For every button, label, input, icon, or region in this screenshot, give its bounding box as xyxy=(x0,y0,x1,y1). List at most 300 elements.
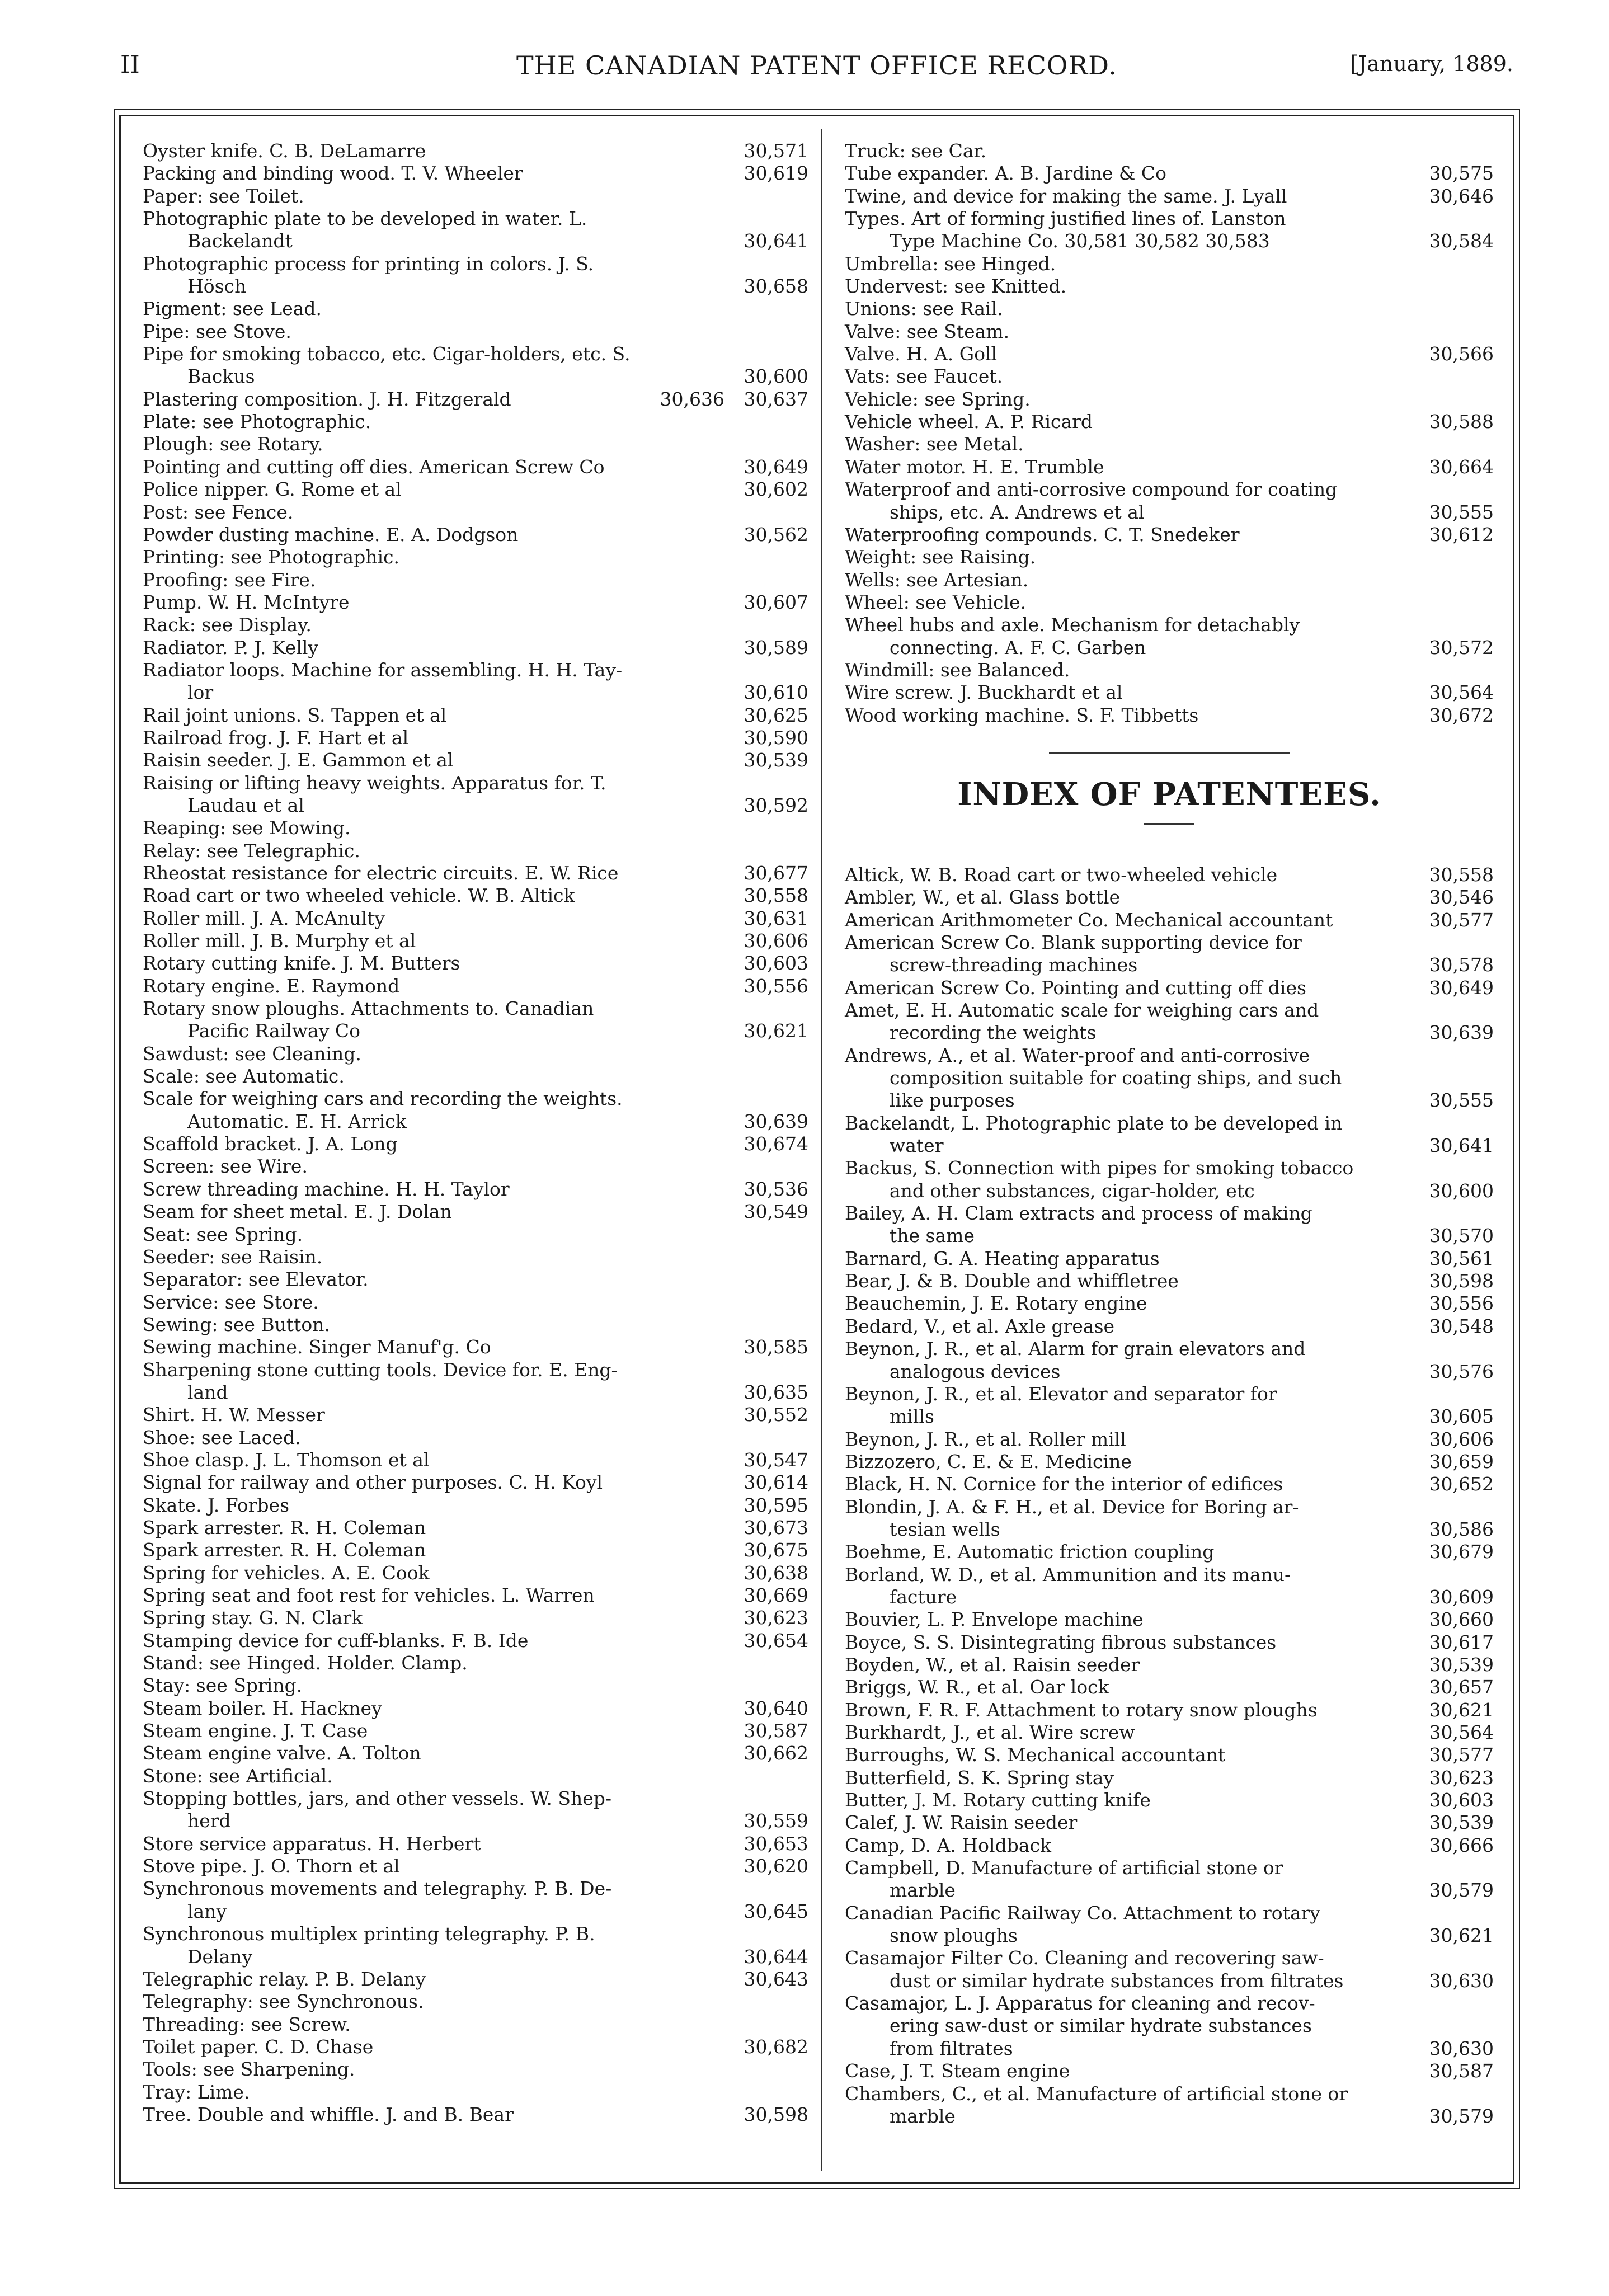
entry-text: Butterfield, S. K. Spring stay xyxy=(845,1766,1114,1789)
entry-text: Pipe: see Stove. xyxy=(143,320,291,342)
index-entry xyxy=(845,1338,1494,1383)
patent-number: 30,619 xyxy=(744,162,808,185)
index-entry xyxy=(845,1857,1494,1902)
page-header xyxy=(120,50,1513,84)
index-entry xyxy=(143,2081,808,2104)
entry-continuation: composition suitable for coating ships, and such xyxy=(890,1067,1342,1089)
index-entry xyxy=(143,998,808,1043)
index-entry xyxy=(845,433,1494,455)
index-entry xyxy=(845,162,1494,185)
index-entry xyxy=(143,930,808,952)
patent-number: 30,555 xyxy=(1429,501,1494,523)
index-entry xyxy=(845,1383,1494,1428)
patent-number: 30,657 xyxy=(1429,1676,1494,1699)
index-entry xyxy=(845,1947,1494,1992)
entry-text: Stamping device for cuff-blanks. F. B. Ide xyxy=(143,1629,529,1652)
index-entry xyxy=(845,864,1494,886)
entry-text: American Screw Co. Blank supporting device for xyxy=(845,931,1302,953)
entry-text: Umbrella: see Hinged. xyxy=(845,252,1056,275)
index-entry xyxy=(143,185,808,208)
entry-text: Spark arrester. R. H. Coleman xyxy=(143,1516,426,1538)
index-entry xyxy=(143,1178,808,1201)
entry-text: Pump. W. H. McIntyre xyxy=(143,591,350,613)
entry-text: Synchronous multiplex printing telegraphy. P. B. xyxy=(143,1923,595,1945)
patent-number: 30,625 xyxy=(744,704,808,726)
index-entry xyxy=(143,1043,808,1065)
index-entry xyxy=(845,1992,1494,2060)
index-entry xyxy=(143,907,808,930)
patent-number: 30,603 xyxy=(744,952,808,975)
entry-continuation: lor xyxy=(187,681,214,704)
patent-number: 30,577 xyxy=(1429,909,1494,931)
patent-number: 30,587 xyxy=(1429,2060,1494,2082)
entry-text: Types. Art of forming justified lines of. Lanston xyxy=(845,208,1286,230)
patent-number: 30,673 xyxy=(744,1516,808,1538)
entry-continuation: mills xyxy=(890,1405,934,1428)
entry-text: Sawdust: see Cleaning. xyxy=(143,1042,361,1065)
index-entry xyxy=(143,1291,808,1314)
patent-number: 30,579 xyxy=(1429,2105,1494,2127)
index-entry xyxy=(845,1112,1494,1158)
index-entry xyxy=(143,1471,808,1494)
patent-number: 30,606 xyxy=(1429,1428,1494,1450)
index-entry xyxy=(845,1631,1494,1654)
index-entry xyxy=(143,772,808,817)
entry-text: Wire screw. J. Buckhardt et al xyxy=(845,681,1123,704)
index-entry xyxy=(143,1742,808,1765)
patent-number: 30,590 xyxy=(744,726,808,749)
index-entry xyxy=(143,1404,808,1426)
index-entry xyxy=(143,2036,808,2058)
index-entry xyxy=(143,478,808,501)
index-entry xyxy=(143,208,808,253)
entry-continuation: tesian wells xyxy=(890,1518,1000,1540)
patent-number: 30,617 xyxy=(1429,1631,1494,1653)
patent-number: 30,548 xyxy=(1429,1315,1494,1337)
index-entry xyxy=(143,1991,808,2013)
entry-text: Tray: Lime. xyxy=(143,2081,250,2103)
index-entry xyxy=(143,614,808,636)
patentee-index xyxy=(845,864,1494,2128)
index-entry xyxy=(143,727,808,749)
entry-text: American Arithmometer Co. Mechanical accountant xyxy=(845,909,1333,931)
patent-number: 30,546 xyxy=(1429,886,1494,909)
patent-number: 30,621 xyxy=(1429,1925,1494,1947)
entry-continuation: water xyxy=(890,1135,944,1157)
subject-index-continued xyxy=(845,140,1494,727)
index-entry xyxy=(143,253,808,298)
entry-continuation: recording the weights xyxy=(890,1022,1097,1044)
entry-text: Bedard, V., et al. Axle grease xyxy=(845,1315,1115,1337)
entry-text: Spring seat and foot rest for vehicles. L. Warren xyxy=(143,1584,595,1606)
entry-text: Post: see Fence. xyxy=(143,501,294,523)
entry-text: Boyden, W., et al. Raisin seeder xyxy=(845,1653,1140,1676)
entry-text: Photographic process for printing in colors. J. S. xyxy=(143,252,594,275)
index-entry xyxy=(143,1427,808,1449)
entry-text: Camp, D. A. Holdback xyxy=(845,1834,1051,1856)
patent-number: 30,578 xyxy=(1429,954,1494,976)
index-entry xyxy=(845,1789,1494,1812)
index-entry xyxy=(845,1654,1494,1676)
patent-number: 30,639 xyxy=(744,1110,808,1132)
entry-text: Bear, J. & B. Double and whiffletree xyxy=(845,1270,1179,1292)
entry-continuation: snow ploughs xyxy=(890,1925,1018,1947)
index-entry xyxy=(143,1562,808,1584)
right-column xyxy=(845,140,1494,2128)
entry-text: Bizzozero, C. E. & E. Medicine xyxy=(845,1450,1132,1472)
patent-number: 30,556 xyxy=(744,975,808,997)
entry-text: Casamajor Filter Co. Cleaning and recovering saw- xyxy=(845,1947,1324,1969)
entry-text: Steam engine. J. T. Case xyxy=(143,1720,368,1742)
entry-text: Rotary cutting knife. J. M. Butters xyxy=(143,952,460,975)
entry-text: Wood working machine. S. F. Tibbetts xyxy=(845,704,1199,726)
section-title: INDEX OF PATENTEES. xyxy=(957,775,1381,813)
patent-number: 30,623 xyxy=(1429,1766,1494,1789)
entry-text: Spring for vehicles. A. E. Cook xyxy=(143,1561,430,1584)
index-entry xyxy=(143,388,808,411)
index-entry xyxy=(845,1834,1494,1857)
patent-number: 30,576 xyxy=(1429,1360,1494,1382)
entry-text: Threading: see Screw. xyxy=(143,2013,351,2035)
patent-number: 30,592 xyxy=(744,794,808,816)
index-entry xyxy=(845,1541,1494,1563)
entry-text: Altick, W. B. Road cart or two-wheeled vehicle xyxy=(845,863,1278,886)
patent-number: 30,603 xyxy=(1429,1789,1494,1812)
entry-text: Radiator. P. J. Kelly xyxy=(143,636,319,658)
patent-number: 30,577 xyxy=(1429,1744,1494,1766)
patent-number: 30,630 xyxy=(1429,2037,1494,2059)
index-entry xyxy=(845,321,1494,343)
index-entry xyxy=(143,501,808,524)
entry-text: Roller mill. J. B. Murphy et al xyxy=(143,930,416,952)
entry-text: Amet, E. H. Automatic scale for weighing cars and xyxy=(845,999,1319,1021)
index-entry xyxy=(845,1744,1494,1766)
publication-title: THE CANADIAN PATENT OFFICE RECORD. xyxy=(516,50,1117,81)
entry-text: Vehicle: see Spring. xyxy=(845,388,1031,410)
entry-text: Stay: see Spring. xyxy=(143,1674,303,1697)
patent-number: 30,584 xyxy=(1429,230,1494,252)
index-entry xyxy=(143,1855,808,1878)
entry-text: Case, J. T. Steam engine xyxy=(845,2060,1070,2082)
index-entry xyxy=(143,1224,808,1246)
entry-text: Shoe clasp. J. L. Thomson et al xyxy=(143,1448,430,1471)
index-entry xyxy=(845,478,1494,524)
entry-text: Campbell, D. Manufacture of artificial stone or xyxy=(845,1857,1283,1879)
patent-number: 30,637 xyxy=(744,388,808,410)
index-entry xyxy=(143,321,808,343)
entry-text: Beauchemin, J. E. Rotary engine xyxy=(845,1292,1147,1315)
index-entry xyxy=(845,704,1494,727)
index-entry xyxy=(143,1787,808,1833)
patent-number: 30,610 xyxy=(744,681,808,704)
entry-text: Police nipper. G. Rome et al xyxy=(143,478,402,501)
entry-continuation: analogous devices xyxy=(890,1360,1061,1382)
patent-number: 30,666 xyxy=(1429,1834,1494,1856)
entry-text: Canadian Pacific Railway Co. Attachment to rotary xyxy=(845,1902,1320,1924)
patent-number: 30,662 xyxy=(744,1742,808,1765)
entry-text: Valve. H. A. Goll xyxy=(845,343,998,365)
patent-number: 30,549 xyxy=(744,1201,808,1223)
index-entry xyxy=(845,1248,1494,1270)
index-entry xyxy=(845,977,1494,999)
entry-continuation: Type Machine Co. 30,581 30,582 30,583 xyxy=(890,230,1270,252)
entry-text: Signal for railway and other purposes. C. H. Koyl xyxy=(143,1471,603,1494)
index-entry xyxy=(845,365,1494,388)
patent-number: 30,605 xyxy=(1429,1405,1494,1428)
patent-number: 30,600 xyxy=(744,365,808,388)
entry-text: Sharpening stone cutting tools. Device for. E. Eng- xyxy=(143,1358,618,1381)
entry-text: Pipe for smoking tobacco, etc. Cigar-holders, etc. S. xyxy=(143,343,631,365)
entry-text: Burroughs, W. S. Mechanical accountant xyxy=(845,1744,1226,1766)
index-entry xyxy=(845,1157,1494,1202)
patent-number: 30,677 xyxy=(744,862,808,884)
entry-text: Weight: see Raising. xyxy=(845,546,1036,568)
patent-number: 30,564 xyxy=(1429,681,1494,704)
entry-continuation: lany xyxy=(187,1900,227,1922)
patent-number: 30,595 xyxy=(744,1494,808,1516)
entry-continuation: ships, etc. A. Andrews et al xyxy=(890,501,1145,523)
patent-number: 30,539 xyxy=(1429,1812,1494,1834)
index-entry xyxy=(143,704,808,727)
patent-number: 30,636 xyxy=(660,388,724,410)
entry-text: Twine, and device for making the same. J. Lyall xyxy=(845,185,1287,207)
entry-text: Burkhardt, J., et al. Wire screw xyxy=(845,1721,1135,1743)
index-entry xyxy=(143,1539,808,1561)
entry-text: Toilet paper. C. D. Chase xyxy=(143,2035,374,2058)
entry-text: Scaffold bracket. J. A. Long xyxy=(143,1133,398,1155)
index-entry xyxy=(845,2083,1494,2128)
patent-number: 30,659 xyxy=(1429,1450,1494,1472)
entry-text: Spring stay. G. N. Clark xyxy=(143,1607,363,1629)
index-entry xyxy=(845,909,1494,931)
entry-continuation: Pacific Railway Co xyxy=(187,1020,360,1042)
patent-number: 30,639 xyxy=(1429,1022,1494,1044)
entry-text: Radiator loops. Machine for assembling. H. H. Tay- xyxy=(143,658,623,681)
patent-number: 30,555 xyxy=(1429,1089,1494,1112)
entry-text: Spark arrester. R. H. Coleman xyxy=(143,1539,426,1561)
entry-continuation: marble xyxy=(890,2105,956,2127)
patent-number: 30,556 xyxy=(1429,1292,1494,1315)
entry-continuation: the same xyxy=(890,1225,975,1247)
patent-number: 30,679 xyxy=(1429,1541,1494,1563)
entry-text: Synchronous movements and telegraphy. P. B. De- xyxy=(143,1878,612,1900)
index-entry xyxy=(143,1268,808,1291)
index-entry xyxy=(143,2013,808,2036)
entry-text: Waterproofing compounds. C. T. Snedeker xyxy=(845,523,1240,545)
entry-text: Waterproof and anti-corrosive compound for coating xyxy=(845,478,1338,501)
patent-number: 30,561 xyxy=(1429,1247,1494,1269)
entry-continuation: like purposes xyxy=(890,1089,1015,1112)
entry-continuation: Hösch xyxy=(187,275,247,298)
patent-number: 30,572 xyxy=(1429,636,1494,658)
entry-text: Oyster knife. C. B. DeLamarre xyxy=(143,140,426,162)
patent-number: 30,620 xyxy=(744,1855,808,1878)
index-entry xyxy=(845,999,1494,1045)
entry-text: Seat: see Spring. xyxy=(143,1223,303,1245)
index-entry xyxy=(143,862,808,884)
entry-text: Truck: see Car. xyxy=(845,140,987,162)
entry-text: Raising or lifting heavy weights. Apparatus for. T. xyxy=(143,771,606,794)
index-entry xyxy=(845,546,1494,568)
patent-number: 30,641 xyxy=(1429,1135,1494,1157)
patent-number: 30,589 xyxy=(744,636,808,658)
entry-text: Bailey, A. H. Clam extracts and process of making xyxy=(845,1202,1312,1225)
entry-text: Paper: see Toilet. xyxy=(143,185,304,207)
patent-number: 30,630 xyxy=(1429,1969,1494,1992)
issue-date: [January, 1889. xyxy=(1350,51,1513,76)
index-entry xyxy=(143,162,808,185)
index-entry xyxy=(143,1449,808,1471)
patent-number: 30,664 xyxy=(1429,455,1494,478)
index-entry xyxy=(845,659,1494,681)
patent-number: 30,602 xyxy=(744,478,808,501)
entry-text: Steam boiler. H. Hackney xyxy=(143,1697,382,1719)
index-entry xyxy=(845,1473,1494,1495)
entry-text: Sewing machine. Singer Manuf'g. Co xyxy=(143,1336,491,1358)
entry-text: Stove pipe. J. O. Thorn et al xyxy=(143,1855,400,1878)
index-entry xyxy=(143,1697,808,1720)
entry-text: Briggs, W. R., et al. Oar lock xyxy=(845,1676,1109,1699)
entry-text: Railroad frog. J. F. Hart et al xyxy=(143,726,409,749)
entry-text: Boyce, S. S. Disintegrating fibrous substances xyxy=(845,1631,1277,1653)
entry-text: Telegraphic relay. P. B. Delany xyxy=(143,1968,426,1990)
index-entry xyxy=(143,1065,808,1088)
patent-number: 30,621 xyxy=(744,1020,808,1042)
patent-number: 30,566 xyxy=(1429,343,1494,365)
index-entry xyxy=(845,1045,1494,1112)
entry-text: Screen: see Wire. xyxy=(143,1155,308,1178)
index-entry xyxy=(143,1720,808,1742)
entry-text: Relay: see Telegraphic. xyxy=(143,839,360,862)
patent-number: 30,564 xyxy=(1429,1721,1494,1743)
patent-number: 30,570 xyxy=(1429,1225,1494,1247)
entry-text: Black, H. N. Cornice for the interior of edifices xyxy=(845,1473,1283,1495)
entry-text: Shoe: see Laced. xyxy=(143,1426,301,1448)
index-entry xyxy=(143,637,808,659)
index-entry xyxy=(143,1359,808,1404)
index-entry xyxy=(143,1765,808,1787)
patent-number: 30,598 xyxy=(1429,1270,1494,1292)
index-entry xyxy=(845,388,1494,411)
index-entry xyxy=(143,1314,808,1336)
index-entry xyxy=(143,591,808,614)
index-entry xyxy=(143,298,808,320)
index-entry xyxy=(143,1584,808,1607)
index-entry xyxy=(143,1133,808,1155)
entry-text: Butter, J. M. Rotary cutting knife xyxy=(845,1789,1151,1812)
entry-text: Seam for sheet metal. E. J. Dolan xyxy=(143,1201,452,1223)
index-entry xyxy=(845,886,1494,909)
entry-text: Casamajor, L. J. Apparatus for cleaning and recov- xyxy=(845,1992,1315,2015)
column-divider xyxy=(821,129,822,2171)
entry-continuation: Laudau et al xyxy=(187,794,304,816)
entry-text: Pointing and cutting off dies. American Screw Co xyxy=(143,455,605,478)
patent-number: 30,641 xyxy=(744,230,808,252)
patent-number: 30,644 xyxy=(744,1945,808,1968)
entry-text: Rheostat resistance for electric circuits. E. W. Rice xyxy=(143,862,619,884)
entry-text: Stone: see Artificial. xyxy=(143,1765,333,1787)
entry-text: Wheel: see Vehicle. xyxy=(845,591,1027,613)
patent-number: 30,609 xyxy=(1429,1585,1494,1608)
entry-text: Sewing: see Button. xyxy=(143,1313,331,1335)
entry-text: Bouvier, L. P. Envelope machine xyxy=(845,1608,1144,1631)
entry-text: Plough: see Rotary. xyxy=(143,433,323,455)
index-entry xyxy=(845,343,1494,365)
index-entry xyxy=(143,1630,808,1652)
entry-text: Vats: see Faucet. xyxy=(845,365,1003,388)
index-entry xyxy=(143,1923,808,1968)
index-entry xyxy=(143,1833,808,1855)
index-entry xyxy=(143,569,808,591)
patent-number: 30,559 xyxy=(744,1810,808,1832)
title-rule xyxy=(1144,823,1194,825)
entry-text: Rotary engine. E. Raymond xyxy=(143,975,400,997)
entry-continuation: marble xyxy=(890,1879,956,1902)
index-entry xyxy=(143,1607,808,1629)
entry-continuation: Backelandt xyxy=(187,230,293,252)
index-entry xyxy=(845,456,1494,478)
entry-text: Vehicle wheel. A. P. Ricard xyxy=(845,411,1093,433)
index-entry xyxy=(845,1496,1494,1541)
index-entry xyxy=(143,1201,808,1223)
entry-continuation: and other substances, cigar-holder, etc xyxy=(890,1179,1255,1202)
entry-text: Separator: see Elevator. xyxy=(143,1268,369,1291)
entry-text: Tube expander. A. B. Jardine & Co xyxy=(845,162,1167,185)
index-entry xyxy=(845,1315,1494,1338)
index-entry xyxy=(143,140,808,162)
index-entry xyxy=(845,1721,1494,1744)
index-entry xyxy=(143,1494,808,1517)
entry-text: Roller mill. J. A. McAnulty xyxy=(143,907,385,929)
entry-text: Shirt. H. W. Messer xyxy=(143,1404,325,1426)
section-rule xyxy=(1049,752,1290,754)
entry-text: Tree. Double and whiffle. J. and B. Bear xyxy=(143,2103,514,2125)
entry-text: Scale: see Automatic. xyxy=(143,1065,345,1088)
index-entry xyxy=(143,1088,808,1133)
entry-text: American Screw Co. Pointing and cutting off dies xyxy=(845,976,1306,999)
index-entry xyxy=(143,659,808,704)
entry-text: Rail joint unions. S. Tappen et al xyxy=(143,704,447,726)
patent-number: 30,675 xyxy=(744,1539,808,1561)
entry-text: Rack: see Display. xyxy=(143,614,312,636)
entry-text: Windmill: see Balanced. xyxy=(845,658,1070,681)
entry-text: Boehme, E. Automatic friction coupling xyxy=(845,1541,1215,1563)
entry-text: Beynon, J. R., et al. Roller mill xyxy=(845,1428,1126,1450)
index-entry xyxy=(143,1674,808,1697)
entry-text: Water motor. H. E. Trumble xyxy=(845,455,1104,478)
entry-text: Tools: see Sharpening. xyxy=(143,2058,355,2081)
index-entry xyxy=(143,1878,808,1923)
entry-text: Undervest: see Knitted. xyxy=(845,275,1067,298)
patent-number: 30,621 xyxy=(1429,1699,1494,1721)
entry-text: Borland, W. D., et al. Ammunition and its manu- xyxy=(845,1563,1291,1585)
index-entry xyxy=(845,208,1494,253)
entry-continuation: Automatic. E. H. Arrick xyxy=(187,1110,407,1132)
entry-continuation: facture xyxy=(890,1585,957,1608)
index-entry xyxy=(143,884,808,907)
index-entry xyxy=(143,433,808,455)
patent-number: 30,558 xyxy=(744,884,808,907)
patent-number: 30,649 xyxy=(744,455,808,478)
entry-text: Wells: see Artesian. xyxy=(845,568,1029,591)
index-entry xyxy=(143,952,808,975)
entry-text: Telegraphy: see Synchronous. xyxy=(143,1991,424,2013)
entry-text: Service: see Store. xyxy=(143,1291,319,1313)
index-entry xyxy=(845,614,1494,659)
index-entry xyxy=(845,1902,1494,1947)
entry-text: Unions: see Rail. xyxy=(845,298,1003,320)
index-entry xyxy=(845,591,1494,614)
